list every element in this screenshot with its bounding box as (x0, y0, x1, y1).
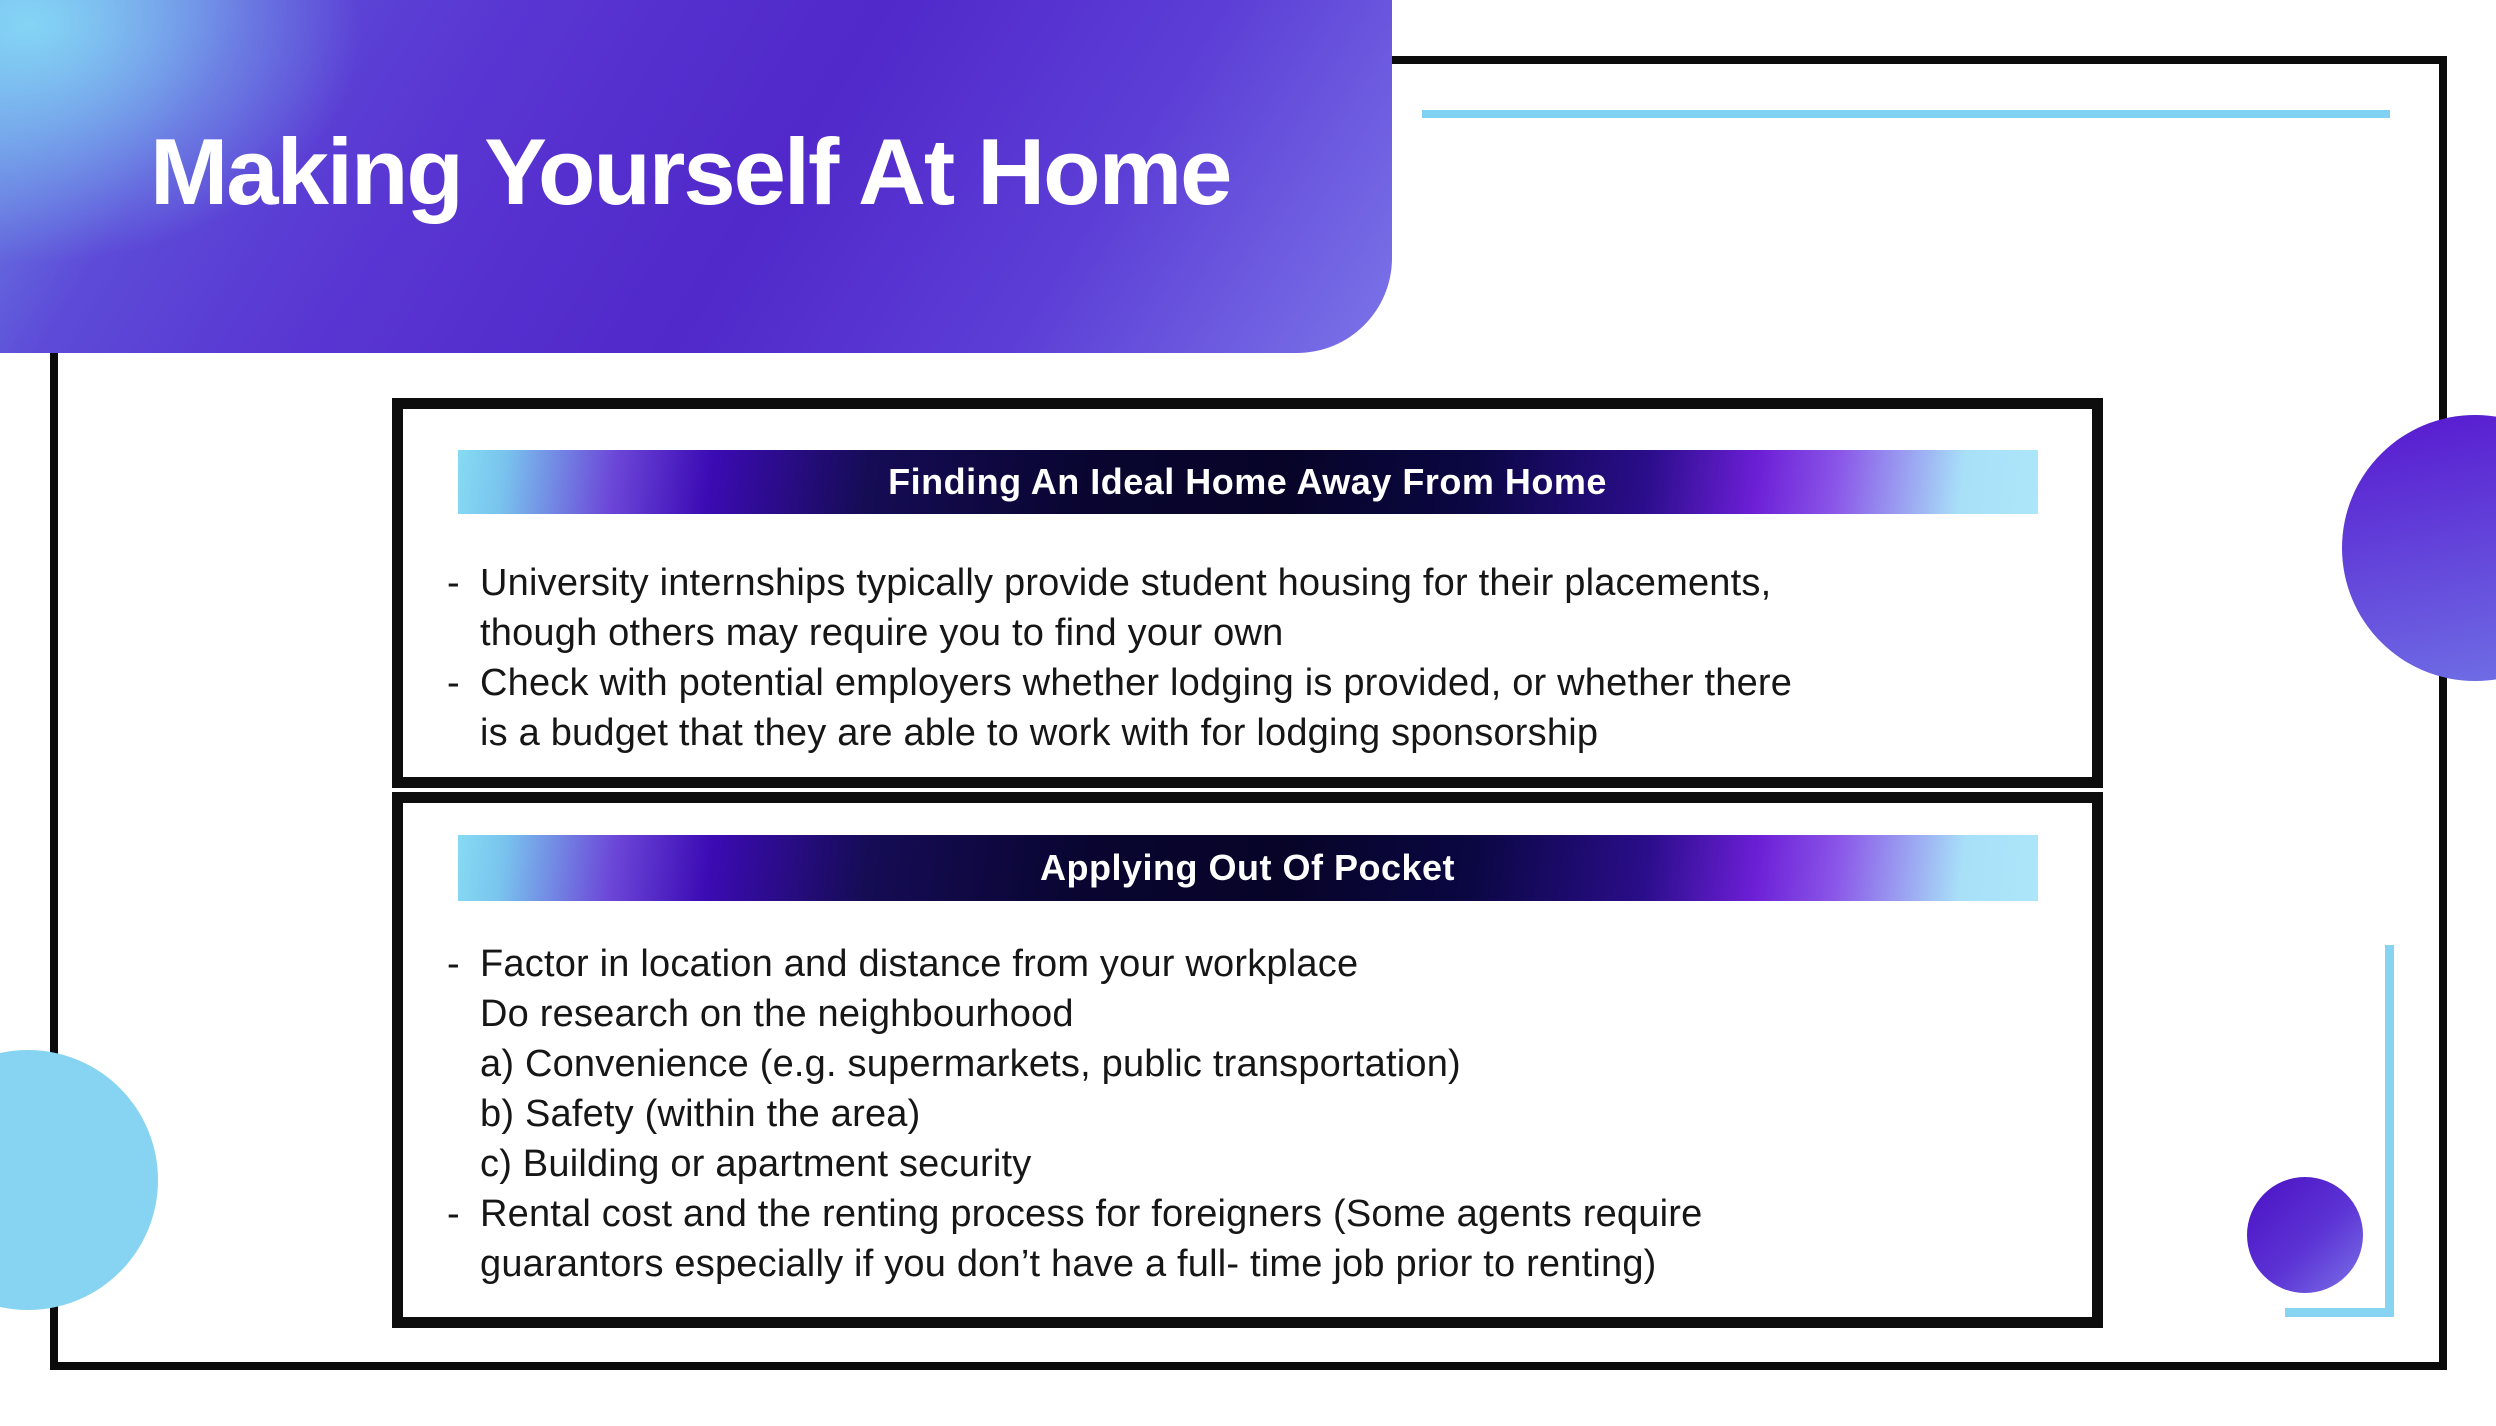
bullet-dash: - (447, 662, 460, 704)
section-heading: Applying Out Of Pocket (1039, 847, 1455, 888)
body-line (447, 558, 2092, 608)
body-line (447, 608, 2092, 658)
body-line (447, 1139, 2092, 1189)
line-text: though others may require you to find your own (480, 612, 1284, 654)
bullet-dash: - (447, 562, 460, 604)
content-area (392, 398, 2103, 1328)
top-accent-line (1422, 110, 2390, 118)
line-text: Factor in location and distance from your workplace (480, 943, 1359, 985)
body-line (447, 989, 2092, 1039)
bullet-dash (447, 1139, 480, 1189)
line-text: guarantors especially if you don’t have a full- time job prior to renting) (480, 1243, 1657, 1285)
bullet-dash (447, 989, 480, 1039)
line-text: Check with potential employers whether lodging is provided, or whether there (480, 662, 1793, 704)
line-text: Do research on the neighbourhood (480, 993, 1074, 1035)
line-text: a) Convenience (e.g. supermarkets, public transportation) (480, 1043, 1461, 1085)
line-text: c) Building or apartment security (480, 1143, 1032, 1185)
header-banner (0, 0, 1392, 353)
body-line (447, 1039, 2092, 1089)
body-line (447, 939, 2092, 989)
body-line (447, 658, 2092, 708)
section-box-finding-home (392, 398, 2103, 788)
line-text: is a budget that they are able to work with for lodging sponsorship (480, 712, 1599, 754)
section-body (447, 558, 2092, 758)
section-body (447, 939, 2092, 1289)
section-header-bar (458, 835, 2038, 901)
line-text: University internships typically provide student housing for their placements, (480, 562, 1772, 604)
body-line (447, 1239, 2092, 1289)
section-box-out-of-pocket (392, 792, 2103, 1328)
section-header-bar (458, 450, 2038, 514)
line-text: Rental cost and the renting process for foreigners (Some agents require (480, 1193, 1703, 1235)
bullet-dash (447, 608, 480, 658)
bullet-dash (447, 1039, 480, 1089)
accent-circle-small (2247, 1177, 2363, 1293)
slide-title: Making Yourself At Home (150, 118, 1231, 224)
body-line (447, 708, 2092, 758)
body-line (447, 1089, 2092, 1139)
line-text: b) Safety (within the area) (480, 1093, 921, 1135)
section-heading: Finding An Ideal Home Away From Home (888, 461, 1607, 502)
bullet-dash: - (447, 1193, 460, 1235)
bullet-dash (447, 1239, 480, 1289)
bullet-dash (447, 708, 480, 758)
bullet-dash (447, 1089, 480, 1139)
body-line (447, 1189, 2092, 1239)
bullet-dash: - (447, 943, 460, 985)
